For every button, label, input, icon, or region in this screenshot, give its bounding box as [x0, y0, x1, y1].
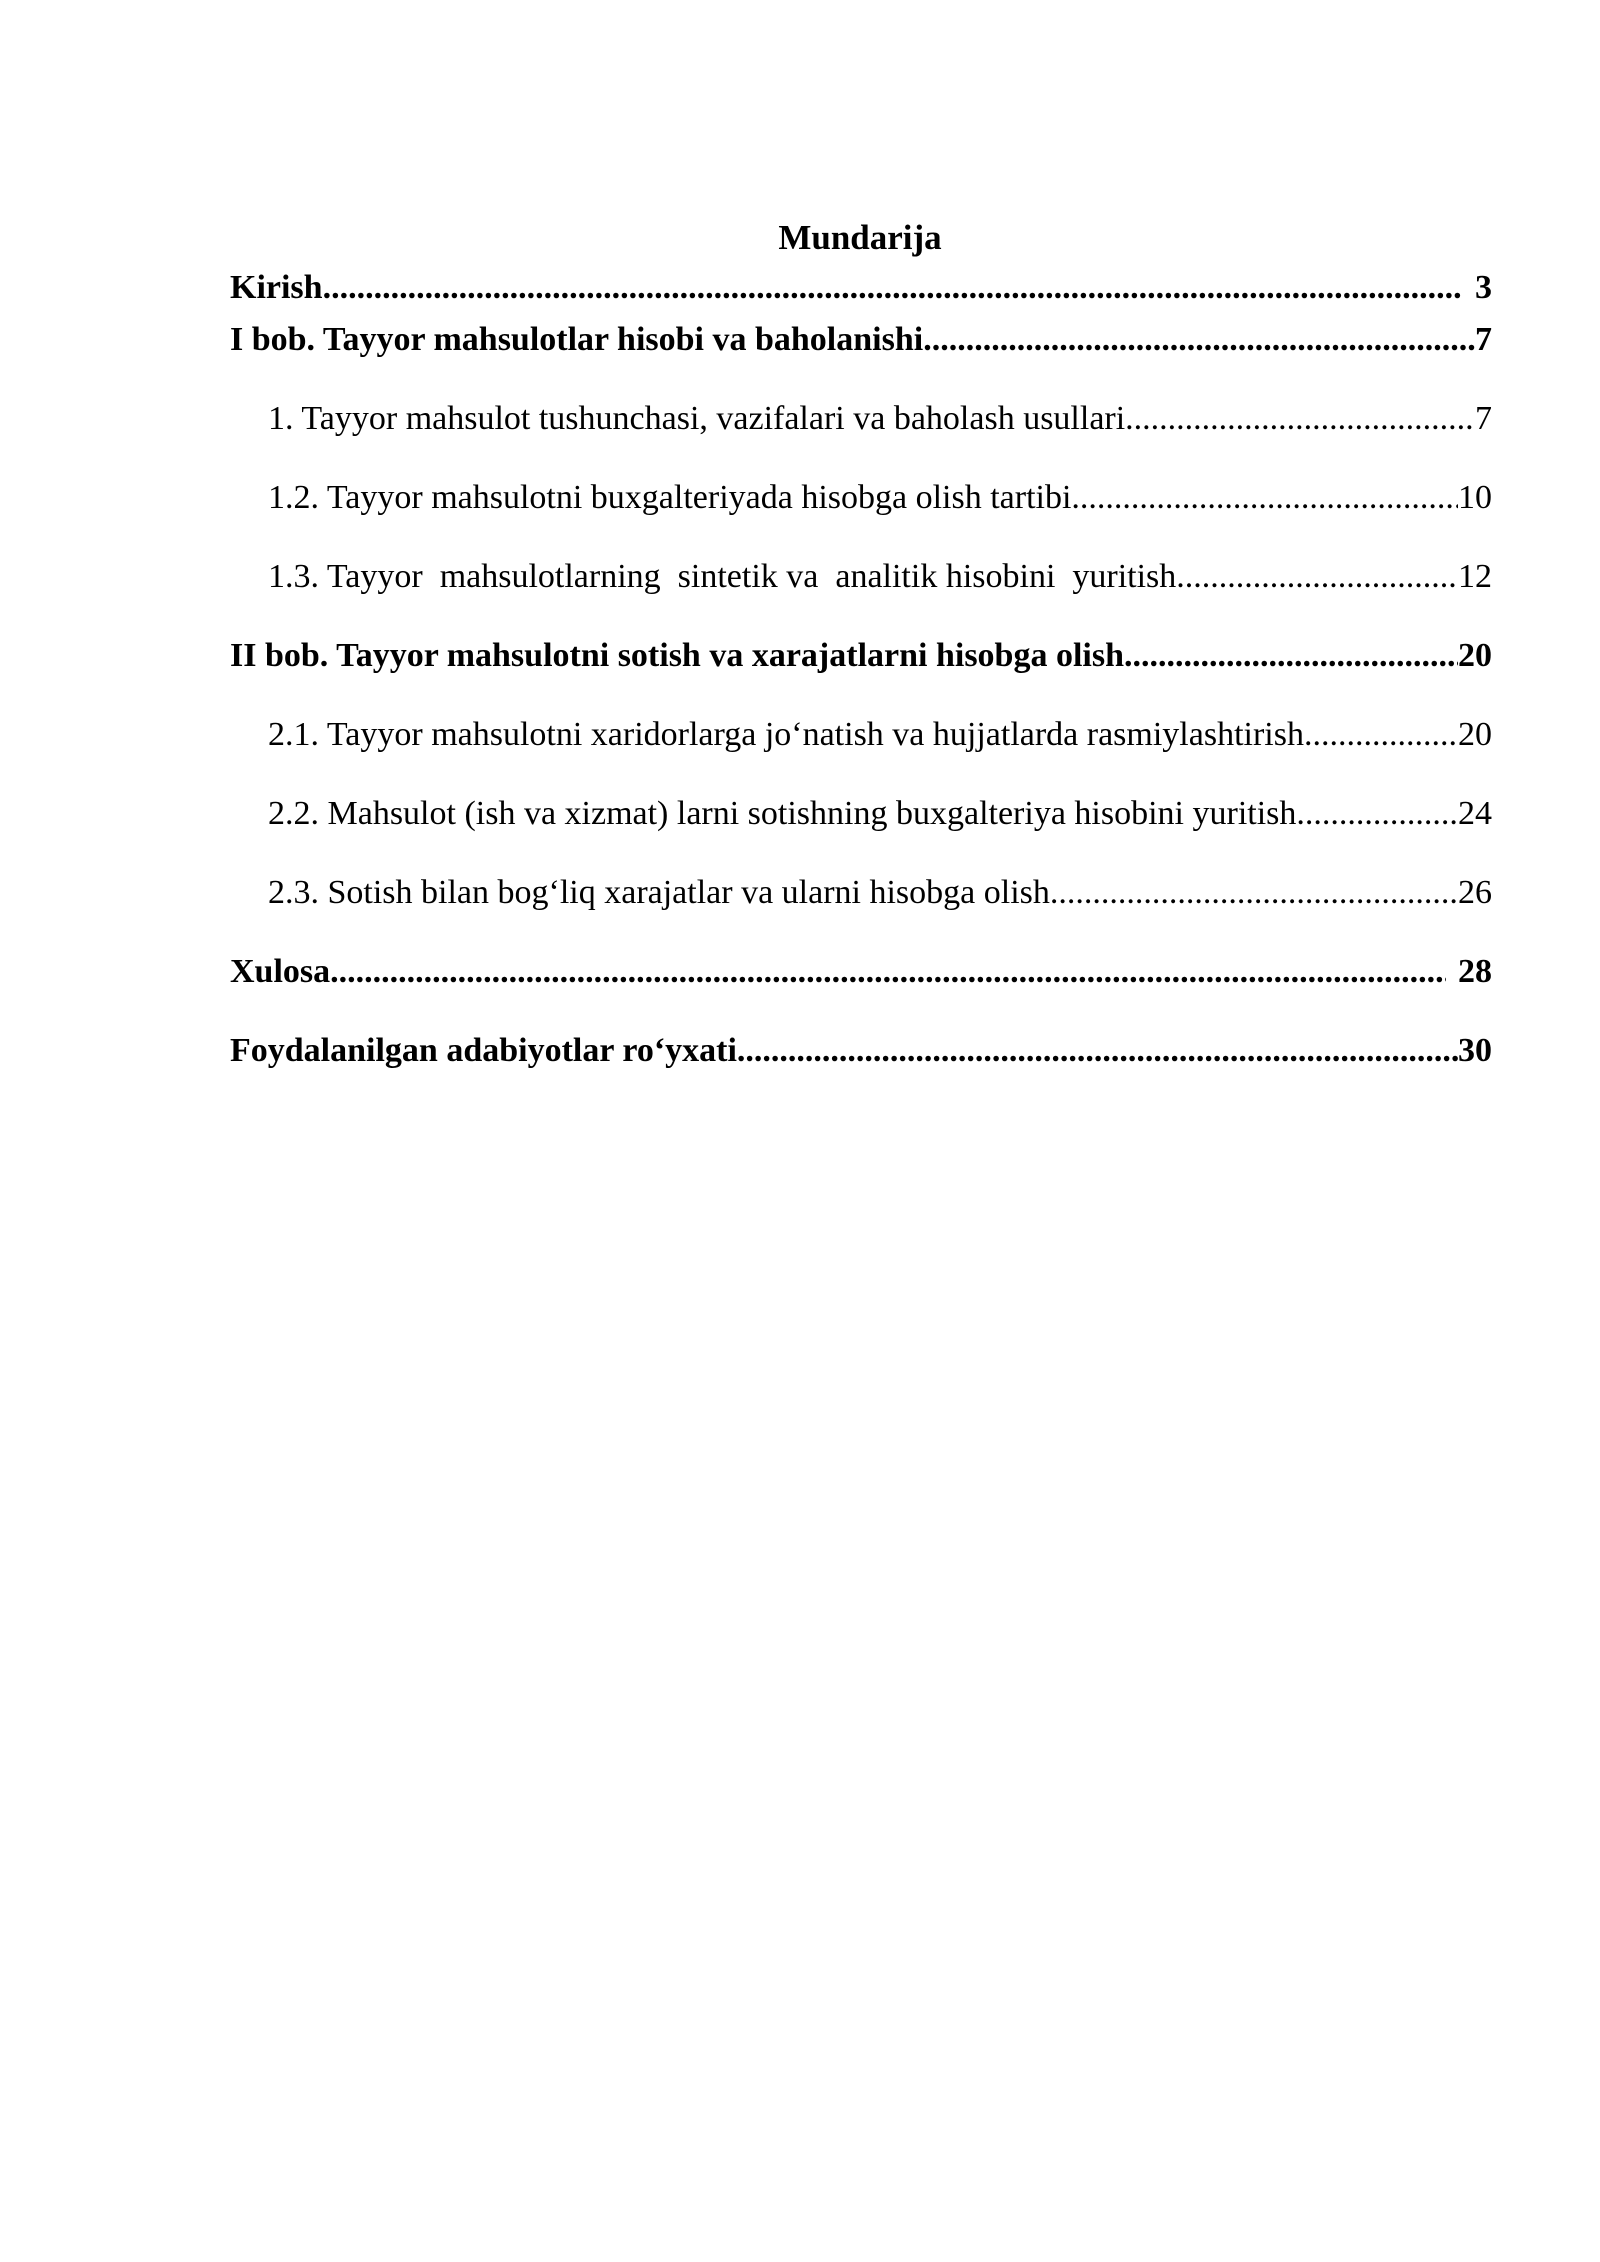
- toc-entry-section-1-3[interactable]: [230, 555, 1492, 634]
- toc-entry-section-1-1[interactable]: [230, 397, 1492, 476]
- toc-entry-page: 7: [1475, 321, 1492, 358]
- toc-entry-page: 30: [1458, 1032, 1492, 1069]
- toc-dot-leader: [1050, 871, 1458, 915]
- toc-entry-label: Xulosa: [230, 953, 331, 990]
- toc-entry-label: Foydalanilgan adabiyotlar ro‘yxati: [230, 1032, 737, 1069]
- toc-entry-page: 12: [1458, 558, 1492, 595]
- toc-entry-label: 1.2. Tayyor mahsulotni buxgalteriyada hisobga olish tartibi: [268, 479, 1072, 516]
- toc-entry-label: II bob. Tayyor mahsulotni sotish va xarajatlarni hisobga olish: [230, 637, 1124, 674]
- toc-entry-section-2-1[interactable]: [230, 713, 1492, 792]
- toc-entry-page: 3: [1475, 269, 1492, 306]
- toc-dot-leader: [737, 1029, 1458, 1073]
- toc-dot-leader: [1125, 397, 1475, 441]
- toc-entry-page: 24: [1458, 795, 1492, 832]
- toc-dot-leader: [1071, 476, 1458, 520]
- toc-dot-leader: [1124, 634, 1458, 678]
- toc-entry-page: 28: [1458, 953, 1492, 990]
- toc-title: Mundarija: [778, 218, 942, 257]
- toc-entry-label: 1.3. Tayyor mahsulotlarning sintetik va analitik hisobini yuritish: [268, 558, 1177, 595]
- toc-dot-leader: [1296, 792, 1458, 836]
- toc-dot-leader: [1176, 555, 1458, 599]
- toc-entry-label: 2.3. Sotish bilan bog‘liq xarajatlar va ularni hisobga olish: [268, 874, 1050, 911]
- toc-dot-leader: [330, 950, 1446, 994]
- toc-entry-page: 7: [1475, 400, 1492, 437]
- toc-dot-leader: [923, 318, 1475, 362]
- toc-entry-xulosa[interactable]: [230, 950, 1492, 1029]
- toc-entry-section-2-3[interactable]: [230, 871, 1492, 950]
- toc-entry-section-1-2[interactable]: [230, 476, 1492, 555]
- toc-entry-chapter-1[interactable]: [230, 318, 1492, 397]
- toc-entry-chapter-2[interactable]: [230, 634, 1492, 713]
- toc-entry-label: I bob. Tayyor mahsulotlar hisobi va baholanishi: [230, 321, 924, 358]
- toc-dot-leader: [323, 266, 1463, 310]
- toc-entry-references[interactable]: [230, 1029, 1492, 1108]
- toc-entry-page: 20: [1458, 637, 1492, 674]
- toc-dot-leader: [1304, 713, 1458, 757]
- toc-entry-page: 26: [1458, 874, 1492, 911]
- toc-entry-page: 10: [1458, 479, 1492, 516]
- toc-entry-label: 2.1. Tayyor mahsulotni xaridorlarga jo‘natish va hujjatlarda rasmiylashtirish: [268, 716, 1304, 753]
- table-of-contents: [230, 266, 1492, 1108]
- toc-entry-label: 2.2. Mahsulot (ish va xizmat) larni sotishning buxgalteriya hisobini yuritish: [268, 795, 1297, 832]
- toc-entry-label: Kirish: [230, 269, 323, 306]
- toc-entry-kirish[interactable]: [230, 266, 1492, 318]
- toc-entry-label: 1. Tayyor mahsulot tushunchasi, vazifalari va baholash usullari: [268, 400, 1126, 437]
- toc-entry-section-2-2[interactable]: [230, 792, 1492, 871]
- toc-entry-page: 20: [1458, 716, 1492, 753]
